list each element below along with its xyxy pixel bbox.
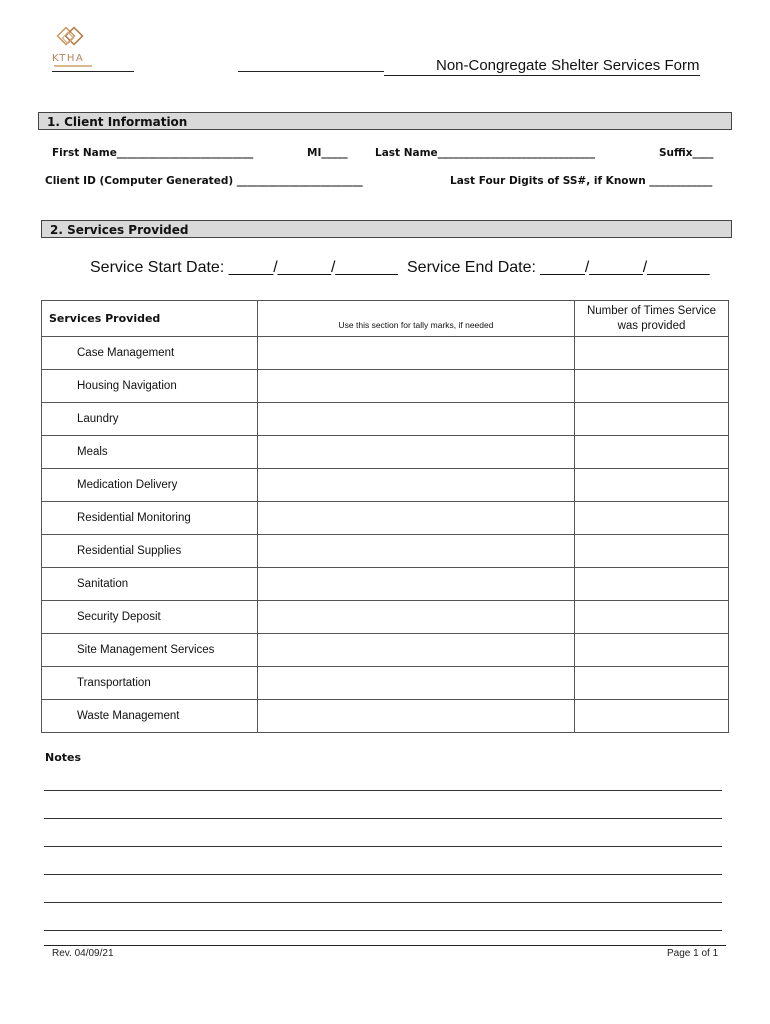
count-cell[interactable] — [575, 700, 729, 733]
count-cell[interactable] — [575, 667, 729, 700]
table-row — [42, 337, 729, 370]
page-number: Page 1 of 1 — [667, 948, 719, 959]
diamond-logo-icon — [50, 24, 100, 54]
tally-cell[interactable] — [258, 700, 575, 733]
service-name: Transportation — [42, 667, 258, 700]
count-cell[interactable] — [575, 403, 729, 436]
notes-label: Notes — [45, 751, 82, 764]
tally-cell[interactable] — [258, 403, 575, 436]
services-table — [41, 300, 729, 733]
notes-line[interactable] — [44, 930, 722, 931]
tally-cell[interactable] — [258, 370, 575, 403]
column-header-count-line1: Number of Times Service — [586, 305, 717, 317]
logo-tagline-bar — [54, 65, 92, 67]
service-name: Sanitation — [42, 568, 258, 601]
table-row — [42, 502, 729, 535]
count-cell[interactable] — [575, 634, 729, 667]
header-rule — [384, 75, 700, 76]
header-rule — [52, 71, 134, 72]
table-row — [42, 601, 729, 634]
first-name-field[interactable]: First Name__________________________ — [52, 147, 254, 159]
notes-line[interactable] — [44, 790, 722, 791]
table-row — [42, 469, 729, 502]
notes-line[interactable] — [44, 902, 722, 903]
tally-cell[interactable] — [258, 337, 575, 370]
header-rule — [238, 71, 384, 72]
tally-cell[interactable] — [258, 601, 575, 634]
ktha-logo — [50, 24, 100, 72]
table-row — [42, 370, 729, 403]
tally-cell[interactable] — [258, 634, 575, 667]
mi-field[interactable]: MI_____ — [307, 147, 348, 159]
column-header-services: Services Provided — [42, 301, 258, 337]
count-cell[interactable] — [575, 469, 729, 502]
column-header-tally: Use this section for tally marks, if needed — [258, 301, 575, 337]
count-cell[interactable] — [575, 370, 729, 403]
count-cell[interactable] — [575, 568, 729, 601]
tally-cell[interactable] — [258, 568, 575, 601]
section-1-header: 1. Client Information — [38, 112, 732, 130]
tally-cell[interactable] — [258, 469, 575, 502]
table-row — [42, 403, 729, 436]
logo-text: KTHA — [52, 53, 85, 64]
service-name: Housing Navigation — [42, 370, 258, 403]
service-start-date-field[interactable]: Service Start Date: _____/______/_______ — [90, 259, 398, 276]
service-name: Waste Management — [42, 700, 258, 733]
notes-line[interactable] — [44, 846, 722, 847]
revision-date: Rev. 04/09/21 — [52, 948, 114, 959]
count-cell[interactable] — [575, 535, 729, 568]
table-row — [42, 568, 729, 601]
ssn-last-four-field[interactable]: Last Four Digits of SS#, if Known ____________ — [450, 175, 713, 187]
service-name: Laundry — [42, 403, 258, 436]
service-name: Case Management — [42, 337, 258, 370]
column-header-count — [575, 301, 729, 337]
service-end-date-field[interactable]: Service End Date: _____/______/_______ — [407, 259, 710, 276]
suffix-field[interactable]: Suffix____ — [659, 147, 714, 159]
column-header-count-line2: was provided — [617, 320, 686, 332]
service-name: Residential Monitoring — [42, 502, 258, 535]
notes-line[interactable] — [44, 874, 722, 875]
section-2-header: 2. Services Provided — [41, 220, 732, 238]
count-cell[interactable] — [575, 337, 729, 370]
service-name: Security Deposit — [42, 601, 258, 634]
service-name: Site Management Services — [42, 634, 258, 667]
count-cell[interactable] — [575, 502, 729, 535]
notes-line[interactable] — [44, 818, 722, 819]
service-name: Residential Supplies — [42, 535, 258, 568]
last-name-field[interactable]: Last Name______________________________ — [375, 147, 596, 159]
tally-cell[interactable] — [258, 667, 575, 700]
table-row — [42, 535, 729, 568]
tally-cell[interactable] — [258, 502, 575, 535]
footer-rule — [44, 945, 726, 946]
count-cell[interactable] — [575, 436, 729, 469]
form-title: Non-Congregate Shelter Services Form — [436, 57, 700, 74]
table-row — [42, 667, 729, 700]
tally-cell[interactable] — [258, 535, 575, 568]
table-row — [42, 436, 729, 469]
table-row — [42, 634, 729, 667]
table-header-row — [42, 301, 729, 337]
count-cell[interactable] — [575, 601, 729, 634]
client-id-field[interactable]: Client ID (Computer Generated) ________________________ — [45, 175, 363, 187]
service-name: Medication Delivery — [42, 469, 258, 502]
table-row — [42, 700, 729, 733]
service-name: Meals — [42, 436, 258, 469]
tally-cell[interactable] — [258, 436, 575, 469]
